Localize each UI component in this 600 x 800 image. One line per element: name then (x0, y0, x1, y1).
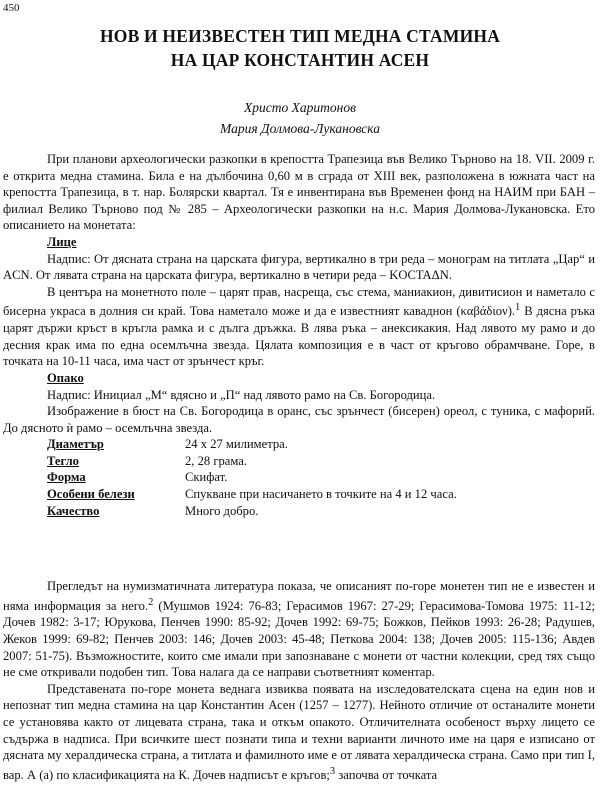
obverse-image-paragraph (3, 284, 595, 370)
article-title-line-1: НОВ И НЕИЗВЕСТЕН ТИП МЕДНА СТАМИНА (99, 26, 501, 46)
analysis-text-cont: започва от точката (335, 767, 438, 782)
spec-value: Скифат. (185, 470, 228, 485)
spec-row (47, 436, 457, 453)
footnote-ref-3: 3 (329, 765, 336, 777)
spec-row (47, 503, 457, 520)
literature-review-text: Прегледът на нумизматичната литература показа, че описаният по-горе монетен тип не е известен и няма информация за него. (3, 579, 595, 613)
literature-review-text-cont: (Мушмов 1924: 76-83; Герасимов 1967: 27-29; Герасимова-Томова 1975: 11-12; Дочев 1982: 3-17; Юрукова, Пенчев 1990: 85-92; Дочев 1992: 69-75; Божков, Пейков 1993: 26-28; Радушев, Жеков 1999: 69-82; Пенчев 2003: 146; Дочев 2003: 45-48; Петкова 2004: 138; Дочев 2005: 115-136; Авдев 2007: 51-75). Възможностите, които сме имали при запознаване с монети от частни колекции, сред тях също не сме откривали подобен тип. Това налага да се направи съответният коментар. (3, 598, 595, 680)
page-number: 450 (3, 2, 20, 14)
spec-label: Особени белези (47, 487, 135, 502)
reverse-heading: Опако (47, 370, 84, 385)
intro-paragraph: При планови археологически разкопки в крепостта Трапезица във Велико Търново на 18. VII. 2009 г. е открита медна стамина. Била е на дълбочина 0,60 м в сграда от XIII век, разположена в южната част на крепостта Трапезица, в т. нар. Болярски квартал. Тя е инвентирана във Временен фонд на НАИМ при БАН – филиал Велико Търново под № 285 – Археологически разкопки на н.с. Мария Долмова-Лукановска. Ето описанието на монетата: (3, 152, 595, 233)
obverse-image-text: В центъра на монетното поле – царят прав, насреща, със стема, маниакион, дивитисион и наметало с бисерна украса в долния си край. Това наметало може и да е известният каваднон (καβάδιον). (3, 284, 595, 319)
spec-label: Качество (47, 503, 100, 518)
spec-value: Спукване при насичането в точките на 4 и 12 часа. (185, 487, 457, 502)
spec-value: 24 x 27 милиметра. (185, 437, 288, 452)
coin-specs-table (47, 436, 457, 519)
reverse-image-paragraph: Изображение в бюст на Св. Богородица в оранс, със зрънчест (бисерен) ореол, с туника, с мафорий. До дясното ѝ рамо – осемлъчна звезда. (3, 404, 595, 435)
analysis-text: Представената по-горе монета веднага извиква появата на изследователската сцена на един нов и непознат тип медна стамина на цар Константин Асен (1257 – 1277). Нейното отличие от останалите монети се установява както от лицевата страна, така и откъм опакото. Отличителната особеност върху лицето се съдържа в надписа. При всичките шест познати типа и техни варианти личното име на царя е изписано от дясната му хералдическа страна, а титлата и фамилното име е от лявата хералдическа страна. Само при тип I, вар. А (а) по класификацията на К. Дочев надписът е кръгов; (3, 681, 595, 782)
author-1: Христо Харитонов (244, 100, 356, 115)
spec-row (47, 469, 457, 486)
obverse-inscription-paragraph: Надпис: От дясната страна на царската фигура, вертикално в три реда – монограм на титлата „Цар“ и ACN. От лявата страна на царската фигура, вертикално в четири реда – KOCTAΔN. (3, 251, 595, 283)
commentary-section (3, 578, 595, 784)
article-title-line-2: НА ЦАР КОНСТАНТИН АСЕН (170, 50, 430, 70)
author-2: Мария Долмова-Лукановска (220, 121, 380, 136)
spec-value: 2, 28 грама. (185, 453, 248, 468)
spec-label: Форма (47, 470, 86, 485)
footnote-ref-2: 2 (148, 596, 154, 608)
obverse-heading: Лице (47, 234, 77, 249)
reverse-inscription-paragraph: Надпис: Инициал „М“ вдясно и „П“ над лявото рамо на Св. Богородица. (47, 387, 436, 402)
coin-description-section (3, 151, 595, 519)
spec-row (47, 486, 457, 503)
obverse-image-text-cont: В дясна ръка царят държи кръст в кръгла рамка и с дълга дръжка. В лява ръка – анексикакия. Над лявото му рамо и до десния крак има по една осемлъчна звезда. Цялата композиция е в част от кръгово обрамчване. Горе, в точката на 10-11 часа, има част от зрънчест кръг. (3, 304, 595, 369)
analysis-paragraph (3, 681, 595, 784)
spec-row (47, 453, 457, 470)
spec-label: Тегло (47, 453, 79, 468)
spec-label: Диаметър (47, 437, 104, 452)
footnote-ref-1: 1 (515, 302, 521, 314)
spec-value: Много добро. (185, 503, 259, 518)
literature-review-paragraph (3, 578, 595, 681)
